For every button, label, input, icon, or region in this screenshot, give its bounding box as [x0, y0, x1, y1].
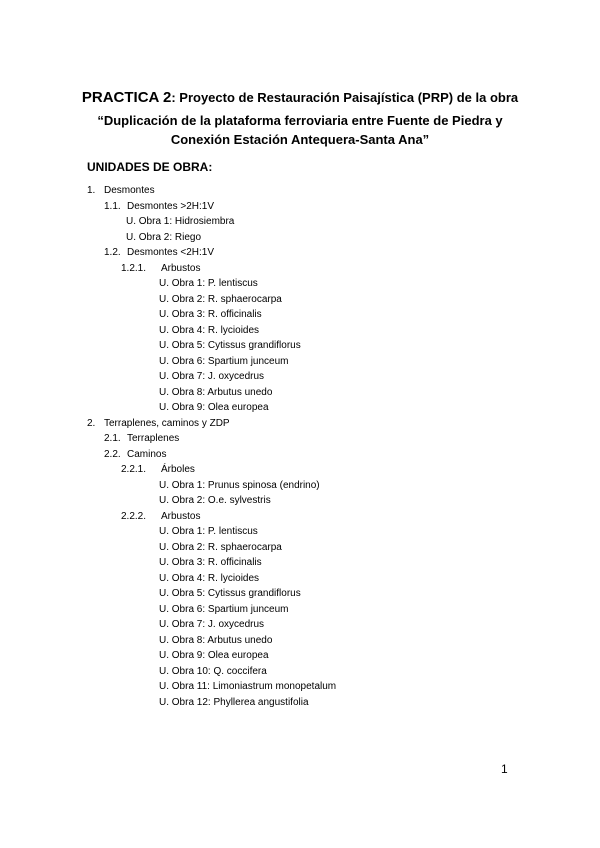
- outline-item-text: U. Obra 1: Hidrosiembra: [126, 216, 235, 227]
- outline-item: [0, 276, 600, 292]
- outline-item: [0, 214, 600, 230]
- outline-item: [0, 617, 600, 633]
- outline-item-text: U. Obra 10: Q. coccifera: [159, 665, 267, 677]
- outline-item-text: U. Obra 2: Riego: [126, 231, 202, 243]
- outline-item-text: U. Obra 6: Spartium junceum: [159, 355, 289, 367]
- outline-item-number: 2.2.1.: [121, 464, 147, 475]
- outline-item: [0, 307, 600, 323]
- outline-item: [0, 648, 600, 664]
- outline-item-text: U. Obra 5: Cytissus grandiflorus: [159, 340, 301, 351]
- outline-item-number: 2.2.2.: [121, 510, 147, 522]
- outline-item-text: U. Obra 4: R. lycioides: [159, 324, 260, 336]
- outline-item-text: U. Obra 12: Phyllerea angustifolia: [159, 696, 309, 708]
- outline-item-text: U. Obra 2: R. sphaerocarpa: [159, 541, 282, 553]
- outline-item: [0, 555, 600, 571]
- outline-item-text: U. Obra 1: P. lentiscus: [159, 526, 258, 537]
- outline-item-text: Terraplenes, caminos y ZDP: [104, 417, 230, 429]
- outline-item-number: 1.2.1.: [121, 262, 147, 274]
- outline-item-text: Caminos: [127, 448, 167, 460]
- outline-item: [0, 447, 600, 463]
- outline-item: [0, 369, 600, 385]
- outline-item: [0, 524, 600, 540]
- outline-item: [0, 400, 600, 416]
- title-line-3: Conexión Estación Antequera-Santa Ana”: [170, 132, 430, 147]
- outline-item: [0, 183, 600, 199]
- outline-item-number: 1.2.: [104, 247, 121, 258]
- outline-item: [0, 230, 600, 246]
- outline-item: [0, 354, 600, 370]
- outline-item-text: U. Obra 7: J. oxycedrus: [159, 619, 265, 630]
- outline-list: [0, 183, 600, 710]
- outline-item-text: Desmontes >2H:1V: [127, 200, 214, 212]
- outline-item-number: 1.1.: [104, 200, 121, 212]
- outline-item-text: U. Obra 9: Olea europea: [159, 650, 269, 661]
- outline-item: [0, 245, 600, 261]
- outline-item-text: U. Obra 7: J. oxycedrus: [159, 371, 265, 382]
- outline-item: [0, 695, 600, 711]
- outline-item-text: U. Obra 9: Olea europea: [159, 402, 269, 413]
- outline-item-text: Terraplenes: [127, 433, 180, 444]
- outline-item-number: 2.1.: [104, 433, 121, 444]
- outline-item: [0, 602, 600, 618]
- outline-item: [0, 416, 600, 432]
- outline-item: [0, 586, 600, 602]
- outline-item-text: U. Obra 8: Arbutus unedo: [159, 634, 273, 646]
- outline-item-text: U. Obra 1: Prunus spinosa (endrino): [159, 479, 320, 491]
- section-heading: UNIDADES DE OBRA:: [87, 160, 213, 174]
- outline-item-text: U. Obra 3: R. officinalis: [159, 557, 262, 568]
- outline-item-text: Arbustos: [161, 510, 201, 522]
- outline-item: [0, 509, 600, 525]
- title-line-2: “Duplicación de la plataforma ferroviaria entre Fuente de Piedra y: [97, 113, 503, 128]
- outline-item-text: U. Obra 4: R. lycioides: [159, 572, 260, 584]
- outline-item-text: U. Obra 5: Cytissus grandiflorus: [159, 588, 301, 599]
- outline-item-text: Desmontes: [104, 185, 155, 196]
- outline-item: [0, 338, 600, 354]
- outline-item: [0, 261, 600, 277]
- outline-item-number: 2.2.: [104, 448, 121, 460]
- outline-item-text: U. Obra 8: Arbutus unedo: [159, 386, 273, 398]
- outline-item-text: Desmontes <2H:1V: [127, 247, 214, 258]
- outline-item-text: U. Obra 3: R. officinalis: [159, 309, 262, 320]
- outline-item-text: Arbustos: [161, 262, 201, 274]
- title-line-1-rest: : Proyecto de Restauración Paisajística (PRP) de la obra: [171, 90, 519, 105]
- title-lead: PRACTICA 2: [81, 89, 172, 106]
- outline-item: [0, 323, 600, 339]
- outline-item: [0, 385, 600, 401]
- outline-item: [0, 199, 600, 215]
- outline-item: [0, 431, 600, 447]
- outline-item: [0, 571, 600, 587]
- outline-item: [0, 462, 600, 478]
- outline-item-text: U. Obra 11: Limoniastrum monopetalum: [159, 681, 337, 692]
- outline-item: [0, 478, 600, 494]
- outline-item: [0, 540, 600, 556]
- title-line-1: [40, 88, 560, 108]
- outline-item: [0, 664, 600, 680]
- outline-item-number: 1.: [87, 185, 96, 196]
- outline-item: [0, 679, 600, 695]
- outline-item-text: U. Obra 2: R. sphaerocarpa: [159, 293, 282, 305]
- outline-item: [0, 493, 600, 509]
- outline-item: [0, 292, 600, 308]
- outline-item-text: U. Obra 2: O.e. sylvestris: [159, 495, 271, 506]
- outline-item: [0, 633, 600, 649]
- outline-item-text: U. Obra 6: Spartium junceum: [159, 603, 289, 615]
- outline-item-text: U. Obra 1: P. lentiscus: [159, 278, 258, 289]
- outline-item-number: 2.: [87, 417, 96, 429]
- page-number: 1: [501, 762, 508, 776]
- outline-item-text: Árboles: [161, 464, 195, 475]
